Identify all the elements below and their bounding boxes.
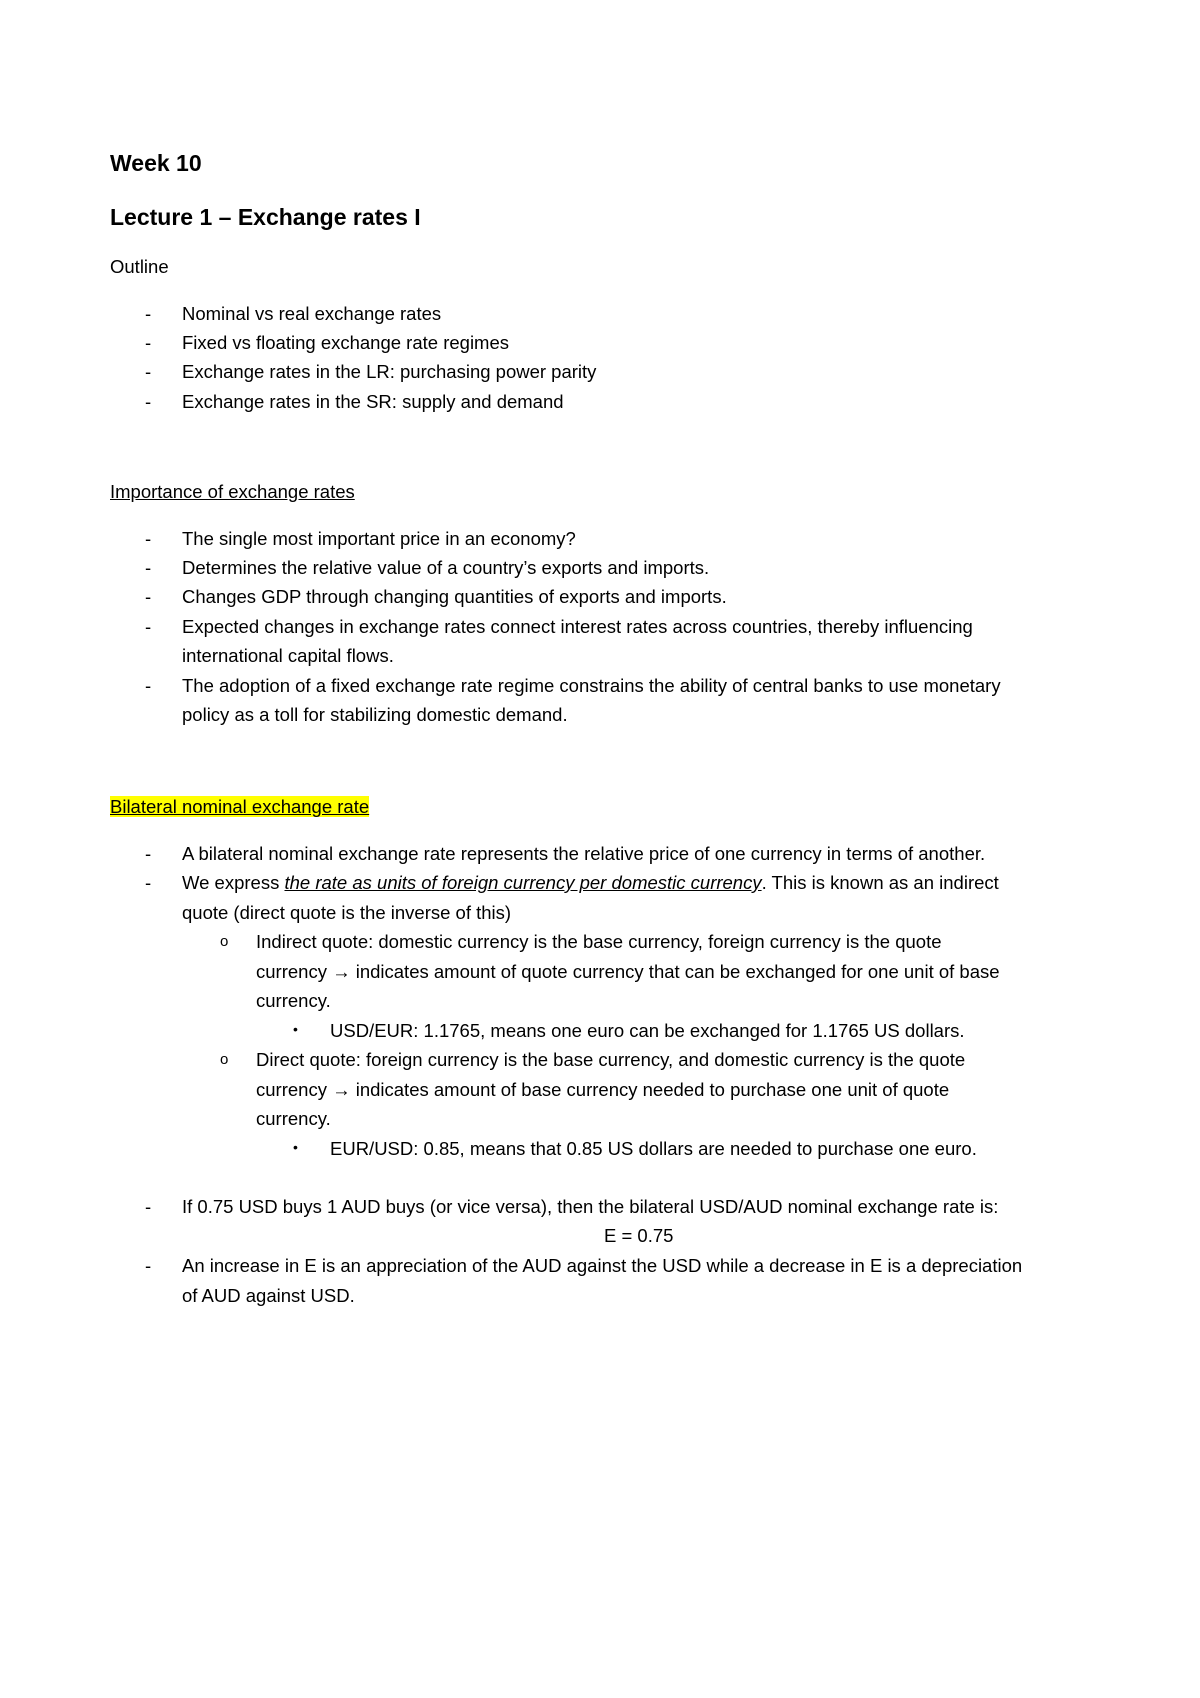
sub-item-text: Indirect quote: domestic currency is the base currency, foreign currency is the quote — [256, 931, 942, 952]
sub-sub-item-text: EUR/USD: 0.85, means that 0.85 US dollars are needed to purchase one euro. — [330, 1138, 977, 1159]
dash-marker: - — [145, 843, 152, 864]
outline-item-text: Nominal vs real exchange rates — [182, 303, 442, 324]
sub-item-text-cont: currency. — [256, 1108, 331, 1129]
importance-item-text-cont: international capital flows. — [182, 645, 394, 666]
circle-marker: o — [220, 933, 229, 950]
bilateral-item-text: A bilateral nominal exchange rate represents the relative price of one currency in terms of another. — [182, 843, 986, 864]
sub-item-text: Direct quote: foreign currency is the base currency, and domestic currency is the quote — [256, 1049, 966, 1070]
lecture-title: Lecture 1 – Exchange rates I — [110, 204, 421, 230]
sub-item-text-cont: currency → indicates amount of base currency needed to purchase one unit of quote — [256, 1079, 950, 1100]
outline-item-text: Fixed vs floating exchange rate regimes — [182, 332, 510, 353]
importance-item-text-cont: policy as a toll for stabilizing domestic demand. — [182, 704, 568, 725]
bilateral-heading — [110, 796, 369, 818]
outline-heading: Outline — [110, 256, 169, 277]
bilateral-item-text: If 0.75 USD buys 1 AUD buys (or vice versa), then the bilateral USD/AUD nominal exchange rate is: — [182, 1196, 999, 1217]
dash-marker: - — [145, 1255, 152, 1276]
bilateral-item-text-cont: of AUD against USD. — [182, 1285, 355, 1306]
importance-item-text: Determines the relative value of a country’s exports and imports. — [182, 557, 710, 578]
bilateral-item-text: An increase in E is an appreciation of the AUD against the USD while a decrease in E is a depreciation — [182, 1255, 1023, 1276]
importance-item-text: Expected changes in exchange rates connect interest rates across countries, thereby influencing — [182, 616, 973, 637]
dash-marker: - — [145, 872, 152, 893]
dash-marker: - — [145, 675, 152, 696]
bullet-marker: • — [293, 1021, 298, 1037]
bilateral-heading-text: Bilateral nominal exchange rate — [110, 796, 370, 817]
dash-marker: - — [145, 303, 152, 324]
outline-item-text: Exchange rates in the SR: supply and demand — [182, 391, 564, 412]
dash-marker: - — [145, 391, 152, 412]
item2-post: . This is known as an indirect — [761, 872, 999, 893]
dash-marker: - — [145, 1196, 152, 1217]
dash-marker: - — [145, 586, 152, 607]
dash-marker: - — [145, 557, 152, 578]
importance-item-text: The adoption of a fixed exchange rate regime constrains the ability of central banks to use monetary — [182, 675, 1001, 696]
sub-item-text-cont: currency. — [256, 990, 331, 1011]
sub-item-text-cont: currency → indicates amount of quote currency that can be exchanged for one unit of base — [256, 961, 1000, 982]
importance-item-text: The single most important price in an economy? — [182, 528, 576, 549]
item2-pre: We express — [182, 872, 285, 893]
dash-marker: - — [145, 616, 152, 637]
importance-item-text: Changes GDP through changing quantities of exports and imports. — [182, 586, 727, 607]
bullet-marker: • — [293, 1139, 298, 1155]
bilateral-item-text — [182, 872, 999, 894]
item2-emphasis: the rate as units of foreign currency per domestic currency — [284, 872, 762, 893]
sub-sub-item-text: USD/EUR: 1.1765, means one euro can be exchanged for 1.1765 US dollars. — [330, 1020, 965, 1041]
outline-item-text: Exchange rates in the LR: purchasing power parity — [182, 361, 597, 382]
page-title: Week 10 — [110, 150, 202, 176]
circle-marker: o — [220, 1051, 229, 1068]
dash-marker: - — [145, 528, 152, 549]
equation: E = 0.75 — [604, 1225, 674, 1246]
importance-heading-text: Importance of exchange rates — [110, 481, 355, 502]
bilateral-item-text-cont: quote (direct quote is the inverse of this) — [182, 902, 512, 923]
importance-heading — [110, 481, 355, 503]
dash-marker: - — [145, 361, 152, 382]
dash-marker: - — [145, 332, 152, 353]
